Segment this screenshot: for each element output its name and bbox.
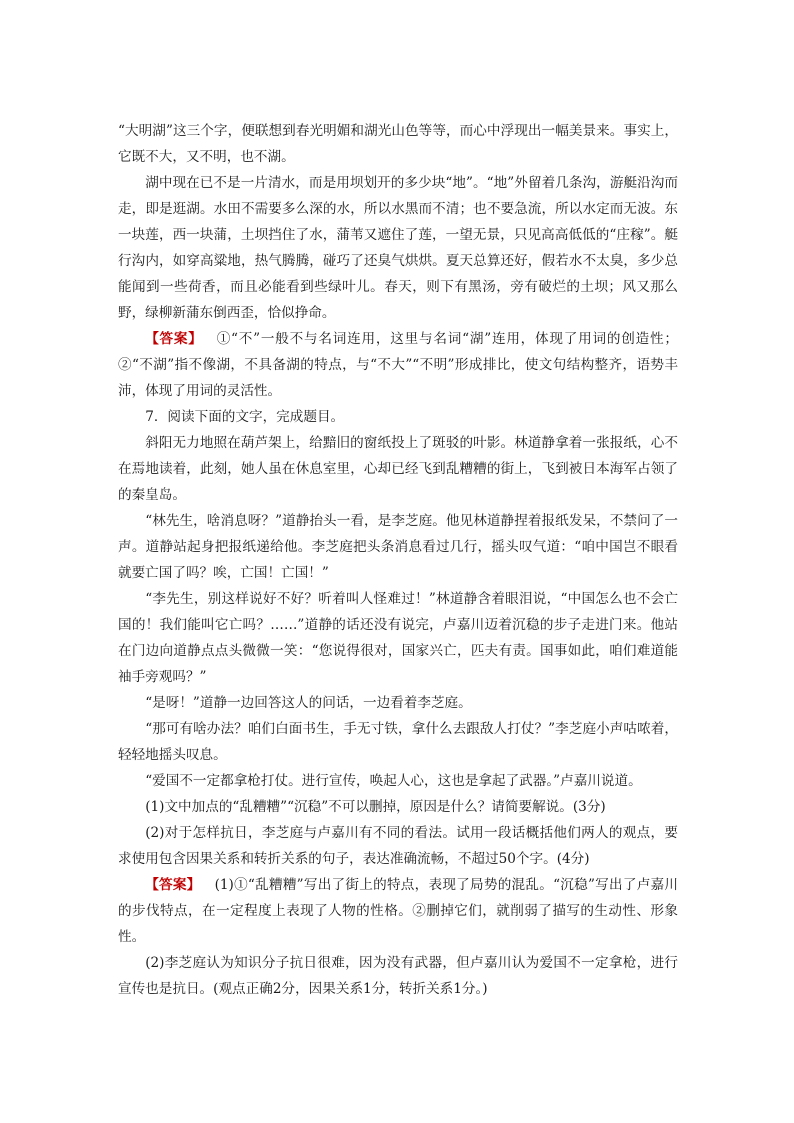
passage-paragraph: “林先生，啥消息呀？”道静抬头一看，是李芝庭。他见林道静捏着报纸发呆，不禁问了一声。道静站起身把报纸递给他。李芝庭把头条消息看过几行，摇头叹气道：“咱中国岂不眼看就要亡国了吗？唉，亡国！亡国！” (118, 513, 678, 581)
passage-paragraph: “是呀！”道静一边回答这人的问话，一边看着李芝庭。 (145, 695, 472, 711)
answer-text: ①“不”一般不与名词连用，这里与名词“湖”连用，体现了用词的创造性；②“不湖”指不像湖，不具备湖的特点，与“不大”“不明”形成排比，使文句结构整齐，语势丰沛，体现了用词的灵活性。 (118, 331, 679, 399)
answer-paragraph (118, 326, 678, 404)
answer-tag: 【答案】 (145, 331, 203, 347)
answer-text: (1)①“乱糟糟”写出了街上的特点，表现了局势的混乱。“沉稳”写出了卢嘉川的步伐特点，在一定程度上表现了人物的性格。②删掉它们，就削弱了描写的生动性、形象性。 (118, 877, 678, 945)
answer-tag: 【答案】 (145, 877, 201, 893)
question-heading: 7．阅读下面的文字，完成题目。 (145, 409, 345, 425)
passage-paragraph: “李先生，别这样说好不好？听着叫人怪难过！”林道静含着眼泪说，“中国怎么也不会亡国的！我们能叫它亡吗？……”道静的话还没有说完，卢嘉川迈着沉稳的步子走进门来。他站在门边向道静点点头微微一笑：“您说得很对，国家兴亡，匹夫有责。国事如此，咱们难道能袖手旁观吗？” (118, 591, 678, 685)
passage-paragraph: “爱国不一定都拿枪打仗。进行宣传，唤起人心，这也是拿起了武器。”卢嘉川说道。 (145, 773, 642, 789)
answer-paragraph (118, 872, 678, 950)
sub-question: (2)对于怎样抗日，李芝庭与卢嘉川有不同的看法。试用一段话概括他们两人的观点，要求使用包含因果关系和转折关系的句子，表达准确流畅，不超过50个字。(4分) (118, 825, 678, 867)
document-page (118, 118, 678, 1002)
passage-paragraph: “那可有啥办法？咱们白面书生，手无寸铁，拿什么去跟敌人打仗？”李芝庭小声咕哝着，轻轻地摇头叹息。 (118, 721, 678, 763)
sub-question: (1)文中加点的“乱糟糟”“沉稳”不可以删掉，原因是什么？请简要解说。(3分) (145, 799, 606, 815)
passage-paragraph: “大明湖”这三个字，便联想到春光明媚和湖光山色等等，而心中浮现出一幅美景来。事实上，它既不大，又不明，也不湖。 (118, 123, 678, 165)
answer-paragraph: (2)李芝庭认为知识分子抗日很难，因为没有武器，但卢嘉川认为爱国不一定拿枪，进行宣传也是抗日。(观点正确2分，因果关系1分，转折关系1分。) (118, 955, 678, 997)
passage-paragraph: 湖中现在已不是一片清水，而是用坝划开的多少块“地”。“地”外留着几条沟，游艇沿沟而走，即是逛湖。水田不需要多么深的水，所以水黑而不清；也不要急流，所以水定而无波。东一块莲，西一块蒲，土坝挡住了水，蒲苇又遮住了莲，一望无景，只见高高低低的“庄稼”。艇行沟内，如穿高粱地，热气腾腾，碰巧了还臭气烘烘。夏天总算还好，假若水不太臭，多少总能闻到一些荷香，而且必能看到些绿叶儿。春天，则下有黑汤，旁有破烂的土坝；风又那么野，绿柳新蒲东倒西歪，恰似挣命。 (118, 175, 678, 321)
passage-paragraph: 斜阳无力地照在葫芦架上，给黯旧的窗纸投上了斑驳的叶影。林道静拿着一张报纸，心不在焉地读着，此刻，她人虽在休息室里，心却已经飞到乱糟糟的街上，飞到被日本海军占领了的秦皇岛。 (118, 435, 678, 503)
